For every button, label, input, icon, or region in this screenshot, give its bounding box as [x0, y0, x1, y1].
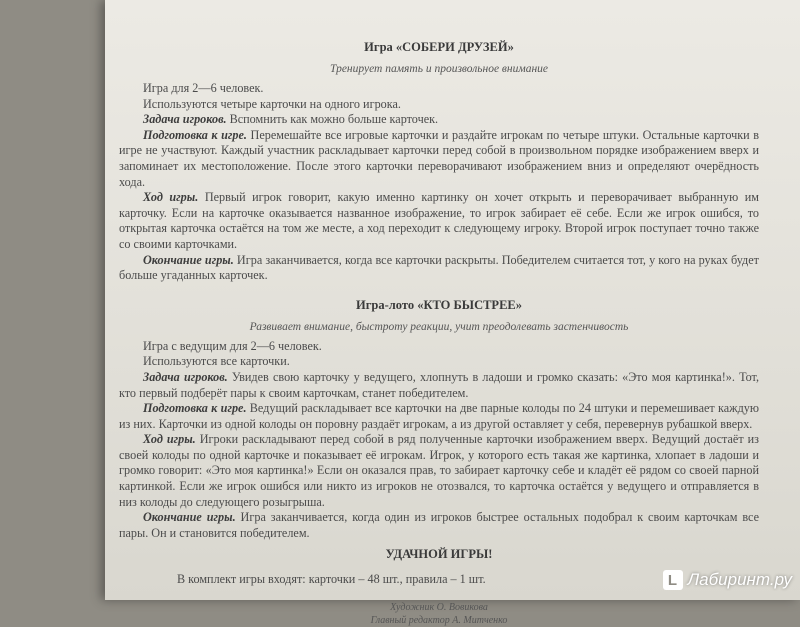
- game1-task: [119, 112, 759, 128]
- end-label: Окончание игры.: [143, 252, 234, 267]
- watermark-text: Лабиринт.ру: [687, 570, 792, 589]
- labirint-watermark: [663, 570, 792, 590]
- rules-content: [119, 40, 759, 627]
- game1-prep: [119, 128, 759, 190]
- move-label: Ход игры.: [143, 190, 199, 205]
- game2-subtitle: Развивает внимание, быстроту реакции, учит преодолевать застенчивость: [249, 320, 629, 333]
- labirint-logo-icon: L: [663, 570, 683, 590]
- task-text: Увидев свою карточку у ведущего, хлопнуть в ладоши и громко сказать: «Это моя картинка!». Тот, кто первый подберёт пары к своим карточкам, станет победителем.: [119, 369, 759, 400]
- game1-subtitle: Тренирует память и произвольное внимание: [329, 63, 549, 75]
- move-text: Первый игрок говорит, какую именно картинку он хочет открыть и переворачивает выбранную им карточку. Если на карточке оказывается названное изображение, то игрок забирает её себе. Если же игрок ошибся, то открытая карточка остаётся на том же месте, а ход переходит к следующему игроку. Второй игрок поступает точно также со своими карточками.: [119, 190, 759, 251]
- game2-cards: Используются все карточки.: [143, 354, 290, 369]
- prep-label: Подготовка к игре.: [143, 127, 247, 142]
- game2-end: [119, 510, 759, 541]
- credits: [119, 601, 759, 627]
- game2-title: Игра-лото «КТО БЫСТРЕЕ»: [355, 297, 522, 312]
- end-text: Игра заканчивается, когда все карточки раскрыты. Победителем считается тот, у кого на руках будет больше угаданных карточек.: [119, 252, 759, 283]
- game1-end: [119, 253, 759, 284]
- credit-artist: Художник О. Вовикова: [390, 602, 488, 614]
- game2-task: [119, 370, 759, 401]
- end-label: Окончание игры.: [143, 510, 236, 525]
- game1-players: Игра для 2—6 человек.: [143, 81, 264, 95]
- prep-text: Ведущий раскладывает все карточки на две парные колоды по 24 штуки и перемешивает каждую из них. Карточки из одной колоды он поровну раздаёт игрокам, а из другой оставляет у себя, перевернув рубашкой вверх.: [119, 401, 759, 431]
- game1-move: [119, 190, 759, 252]
- kit-contents: В комплект игры входят: карточки – 48 шт., правила – 1 шт.: [177, 572, 486, 587]
- move-text: Игроки раскладывают перед собой в ряд полученные карточки изображением вверх. Ведущий достаёт из своей колоды по одной карточке и показывает её игрокам. Игрок, у которого есть такая же картинка, хлопает в ладоши и громко говорит: «Это моя картинка!» Если он оказался прав, то забирает карточку себе и кладёт её рядом со своей парной картинкой. Если же игрок ошибся или никто из игроков не отозвался, то карточка остаётся у ведущего и отправляется в низ колоды до следующего розыгрыша.: [119, 432, 759, 509]
- game2-prep: [119, 401, 759, 432]
- rules-sheet: [105, 0, 800, 627]
- game1-cards: Используются четыре карточки на одного игрока.: [143, 96, 401, 111]
- game2-players: Игра с ведущим для 2—6 человек.: [143, 338, 322, 353]
- task-text: Вспомнить как можно больше карточек.: [226, 112, 439, 127]
- task-label: Задача игроков.: [143, 369, 228, 384]
- end-text: Игра заканчивается, когда один из игроков быстрее остальных подобрал к своим карточкам все пары. Он и становится победителем.: [119, 510, 759, 540]
- move-label: Ход игры.: [143, 432, 196, 447]
- game2-move: [119, 432, 759, 510]
- task-label: Задача игроков.: [143, 112, 227, 127]
- prep-text: Перемешайте все игровые карточки и раздайте игрокам по четыре штуки. Остальные карточки в игре не участвуют. Каждый участник раскладывает карточки перед собой в произвольном порядке изображением вверх и запоминает их местоположение. После этого карточки переворачивают изображением вниз и определяют очерёдность хода.: [119, 127, 759, 189]
- credit-editor: Главный редактор А. Митченко: [370, 615, 508, 627]
- game1-title: Игра «СОБЕРИ ДРУЗЕЙ»: [364, 40, 514, 54]
- closing-wish: УДАЧНОЙ ИГРЫ!: [385, 547, 493, 562]
- prep-label: Подготовка к игре.: [143, 401, 247, 416]
